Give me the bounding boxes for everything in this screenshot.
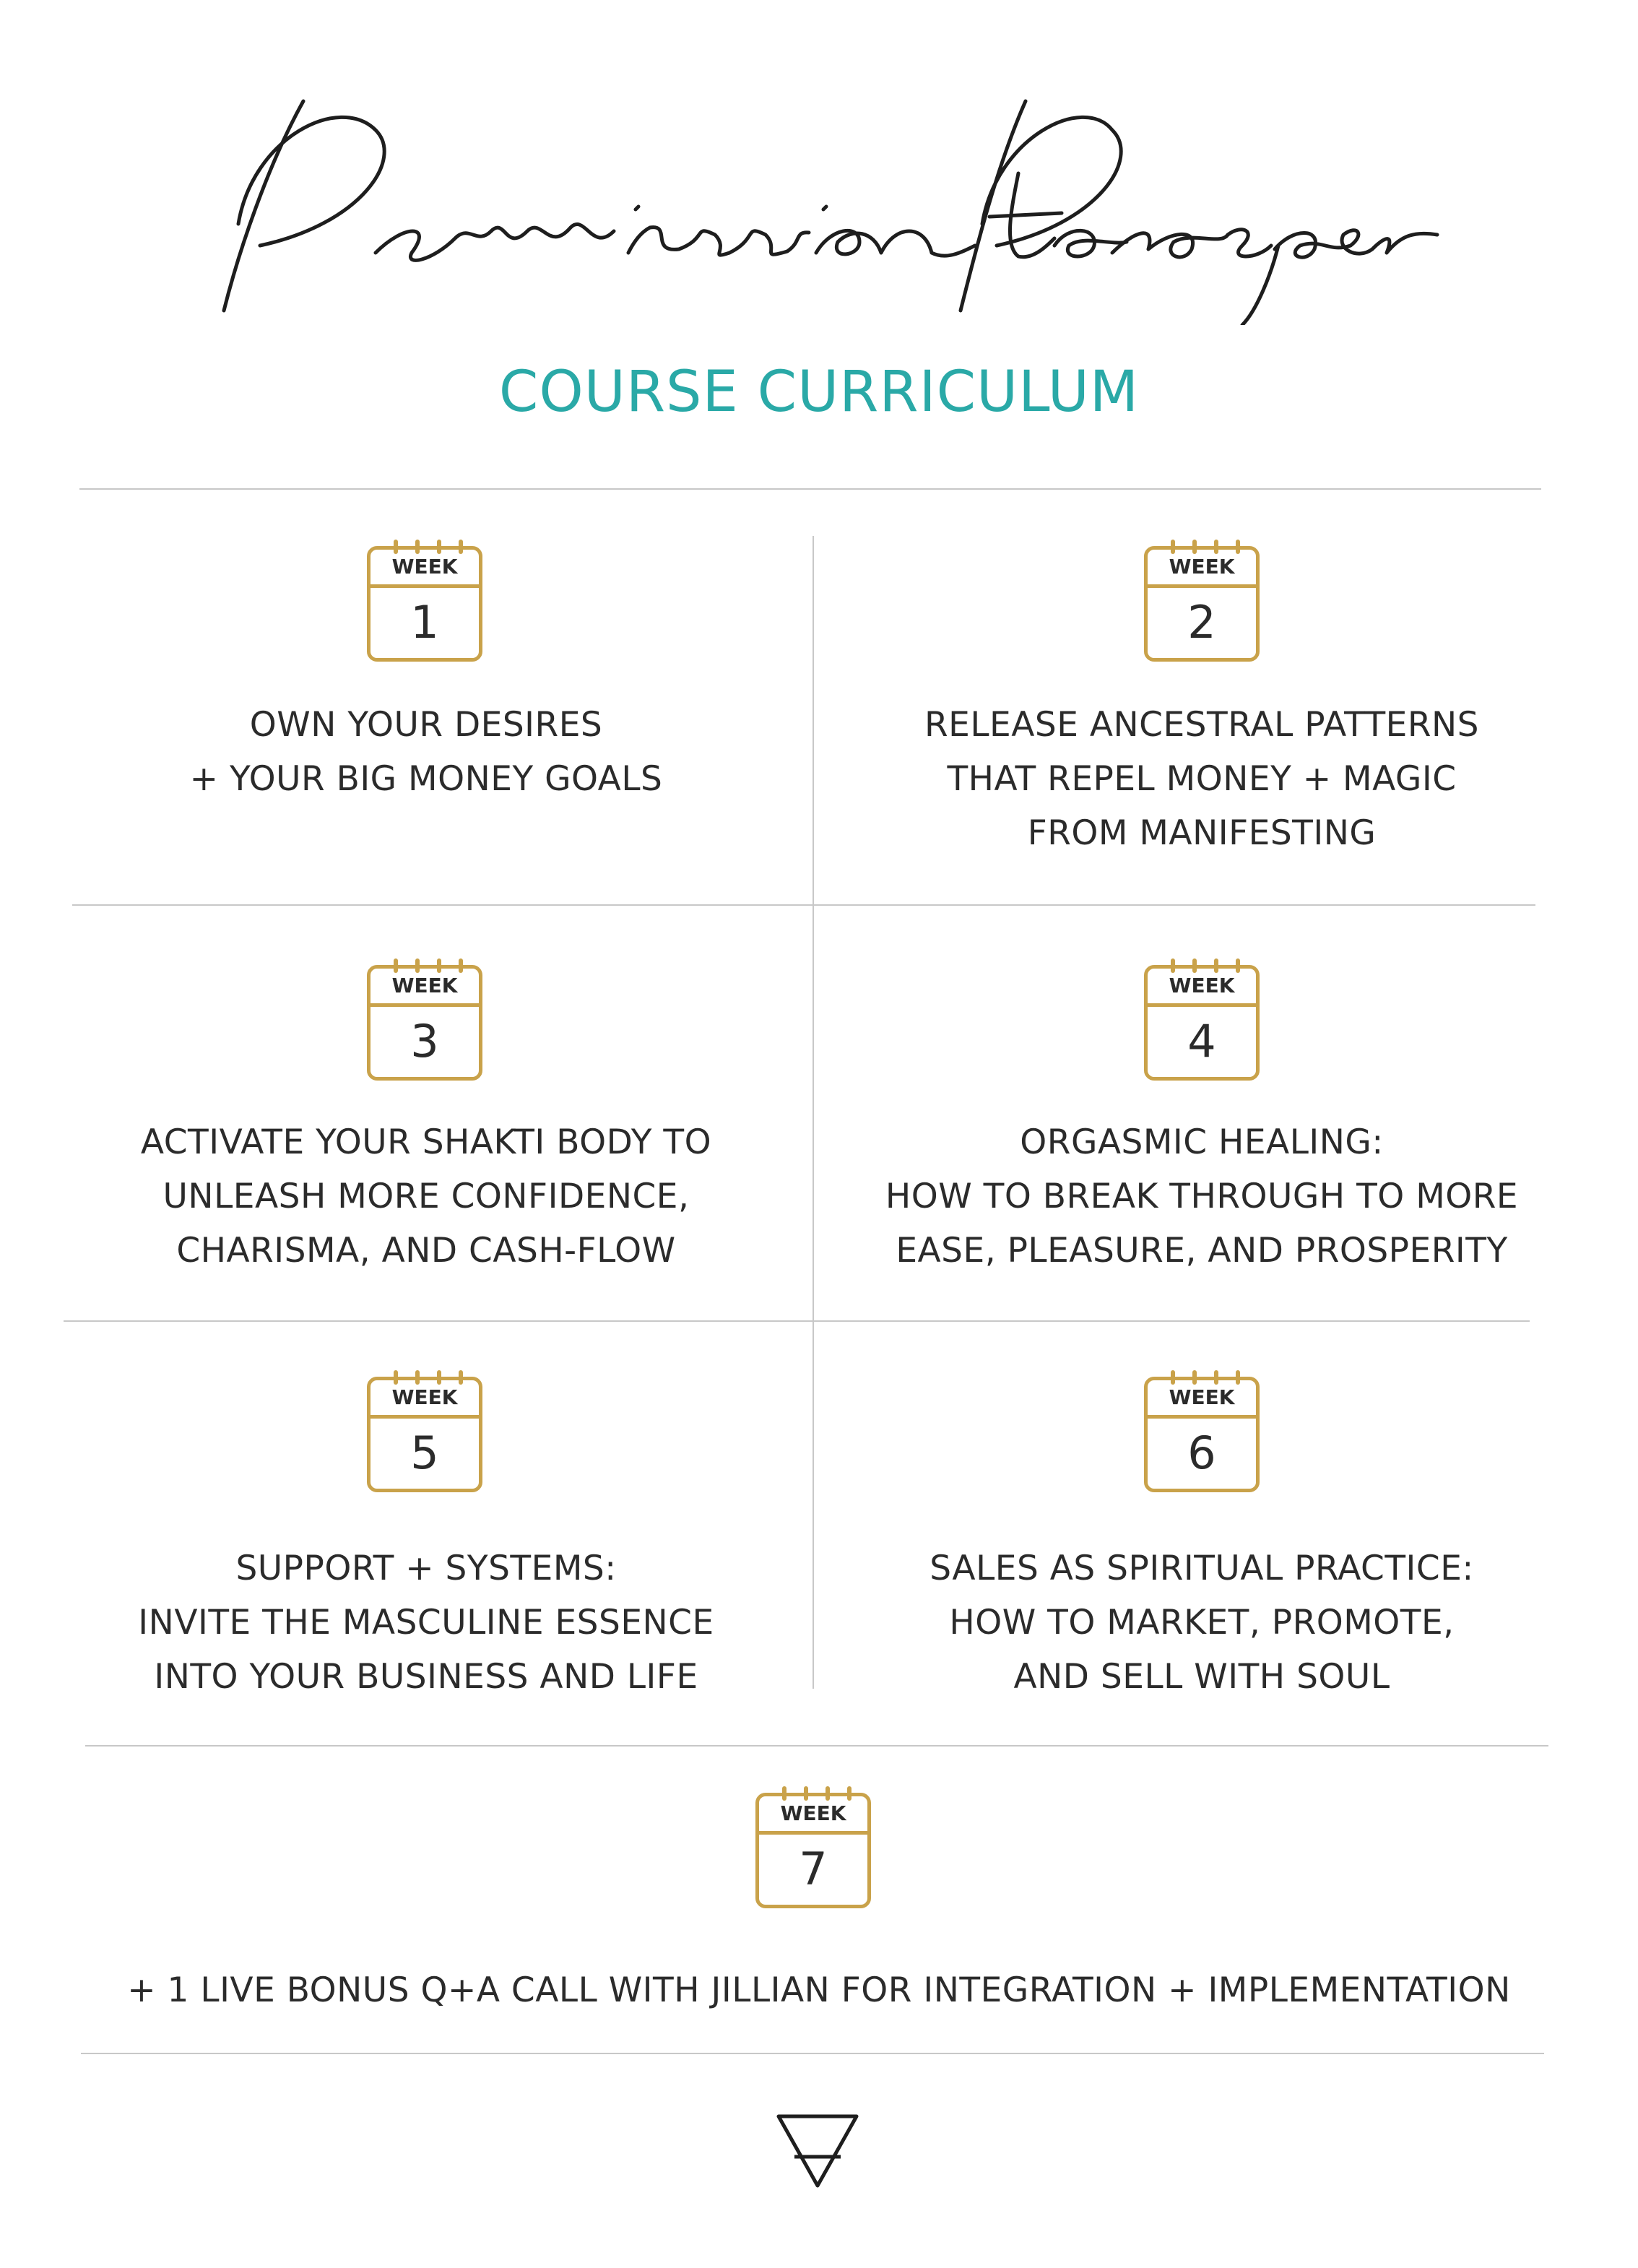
week-number: 5 — [410, 1427, 439, 1479]
week-label: WEEK — [370, 550, 479, 588]
earth-element-symbol-icon — [773, 2111, 862, 2190]
week-number: 3 — [410, 1015, 439, 1068]
week-calendar-icon — [755, 1793, 871, 1908]
rule-row-3 — [85, 1745, 1548, 1747]
week-number: 6 — [1187, 1427, 1216, 1479]
rule-bottom — [81, 2053, 1544, 2054]
week-calendar-icon — [1144, 965, 1260, 1081]
week-5-description: SUPPORT + SYSTEMS: INVITE THE MASCULINE ESSENCE INTO YOUR BUSINESS AND LIFE — [138, 1549, 714, 1697]
week-label: WEEK — [1148, 550, 1256, 588]
week-4-description: ORGASMIC HEALING: HOW TO BREAK THROUGH TO MORE EASE, PLEASURE, AND PROSPERITY — [885, 1122, 1519, 1271]
week-calendar-icon — [1144, 546, 1260, 662]
week-1-description: OWN YOUR DESIRES + YOUR BIG MONEY GOALS — [189, 705, 663, 799]
week-label: WEEK — [370, 969, 479, 1007]
week-number: 7 — [799, 1843, 828, 1895]
script-title-logo — [0, 79, 1638, 325]
week-calendar-icon — [1144, 1377, 1260, 1492]
week-2-description: RELEASE ANCESTRAL PATTERNS THAT REPEL MONEY + MAGIC FROM MANIFESTING — [924, 705, 1480, 853]
week-label: WEEK — [370, 1380, 479, 1419]
bonus-call-text: + 1 LIVE BONUS Q+A CALL WITH JILLIAN FOR INTEGRATION + IMPLEMENTATION — [127, 1970, 1511, 2010]
week-6-description: SALES AS SPIRITUAL PRACTICE: HOW TO MARKET, PROMOTE, AND SELL WITH SOUL — [930, 1549, 1474, 1697]
rule-row-1 — [72, 904, 1535, 906]
week-number: 2 — [1187, 596, 1216, 649]
week-3-description: ACTIVATE YOUR SHAKTI BODY TO UNLEASH MORE CONFIDENCE, CHARISMA, AND CASH-FLOW — [140, 1122, 712, 1271]
week-calendar-icon — [367, 546, 482, 662]
course-curriculum-heading: COURSE CURRICULUM — [498, 360, 1140, 425]
week-label: WEEK — [1148, 1380, 1256, 1419]
week-calendar-icon — [367, 1377, 482, 1492]
script-title-text: Permission to Prosper — [815, 318, 823, 319]
rule-top — [79, 488, 1541, 490]
week-number: 4 — [1187, 1015, 1216, 1068]
rule-row-2 — [64, 1320, 1530, 1322]
week-label: WEEK — [1148, 969, 1256, 1007]
week-number: 1 — [410, 596, 439, 649]
week-label: WEEK — [759, 1796, 867, 1835]
week-calendar-icon — [367, 965, 482, 1081]
rule-vertical — [812, 536, 814, 1689]
